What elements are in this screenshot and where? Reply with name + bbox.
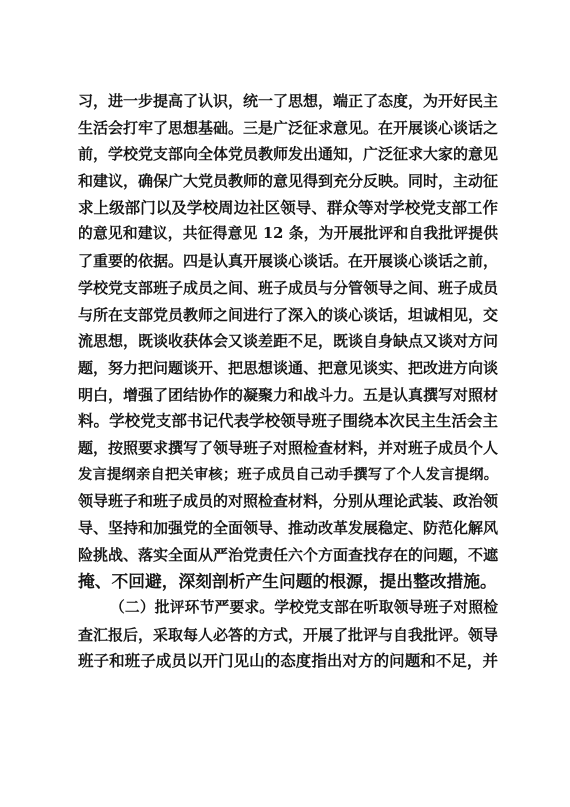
text-line: 领导班子和班子成员的对照检查材料，分别从理论武装、政治领 bbox=[78, 492, 499, 511]
text-line: 流思想，既谈收获体会又谈差距不足，既谈自身缺点又谈对方问 bbox=[78, 332, 499, 351]
body-text bbox=[78, 88, 498, 675]
text-line: 明白，增强了团结协作的凝聚力和战斗力。五是认真撰写对照材 bbox=[78, 385, 499, 404]
text-line: 前，学校党支部向全体党员教师发出通知，广泛征求大家的意见 bbox=[78, 145, 499, 164]
text-line: 题，努力把问题谈开、把思想谈通、把意见谈实、把改进方向谈 bbox=[78, 358, 499, 377]
text-line: 求上级部门以及学校周边社区领导、群众等对学校党支部工作 bbox=[78, 197, 498, 217]
text-line: 习，进一步提高了认识，统一了思想，端正了态度，为开好民主 bbox=[78, 92, 499, 110]
text-line: 题，按照要求撰写了领导班子对照检查材料，并对班子成员个人 bbox=[78, 438, 499, 457]
text-line: 了重要的依据。四是认真开展谈心谈话。在开展谈心谈话之前， bbox=[78, 252, 499, 271]
text-line-paragraph-end: 掩、不回避，深刻剖析产生问题的根源，提出整改措施。 bbox=[78, 571, 497, 592]
text-line: 险挑战、落实全面从严治党责任六个方面查找存在的问题，不遮 bbox=[78, 545, 499, 564]
text-line: 料。学校党支部书记代表学校领导班子围绕本次民主生活会主 bbox=[78, 411, 498, 431]
text-line: 的意见和建议，共征得意见 12 条，为开展批评和自我批评提供 bbox=[78, 225, 498, 243]
text-line: 导、坚持和加强党的全面领导、推动改革发展稳定、防范化解风 bbox=[78, 519, 499, 537]
text-line: 发言提纲亲自把关审核；班子成员自己动手撰写了个人发言提纲。 bbox=[78, 466, 498, 483]
section-heading-line: （二）批评环节严要求。学校党支部在听取领导班子对照检 bbox=[110, 599, 498, 617]
text-line: 和建议，确保广大党员教师的意见得到充分反映。同时，主动征 bbox=[78, 172, 499, 191]
text-line: 与所在支部党员教师之间进行了深入的谈心谈话，坦诚相见，交 bbox=[78, 305, 499, 324]
text-line: 学校党支部班子成员之间、班子成员与分管领导之间、班子成员 bbox=[78, 278, 499, 297]
text-line: 生活会打牢了思想基础。三是广泛征求意见。在开展谈心谈话之 bbox=[78, 118, 499, 137]
text-line: 查汇报后，采取每人必答的方式，开展了批评与自我批评。领导 bbox=[78, 625, 499, 644]
text-line: 班子和班子成员以开门见山的态度指出对方的问题和不足，并 bbox=[78, 651, 498, 671]
